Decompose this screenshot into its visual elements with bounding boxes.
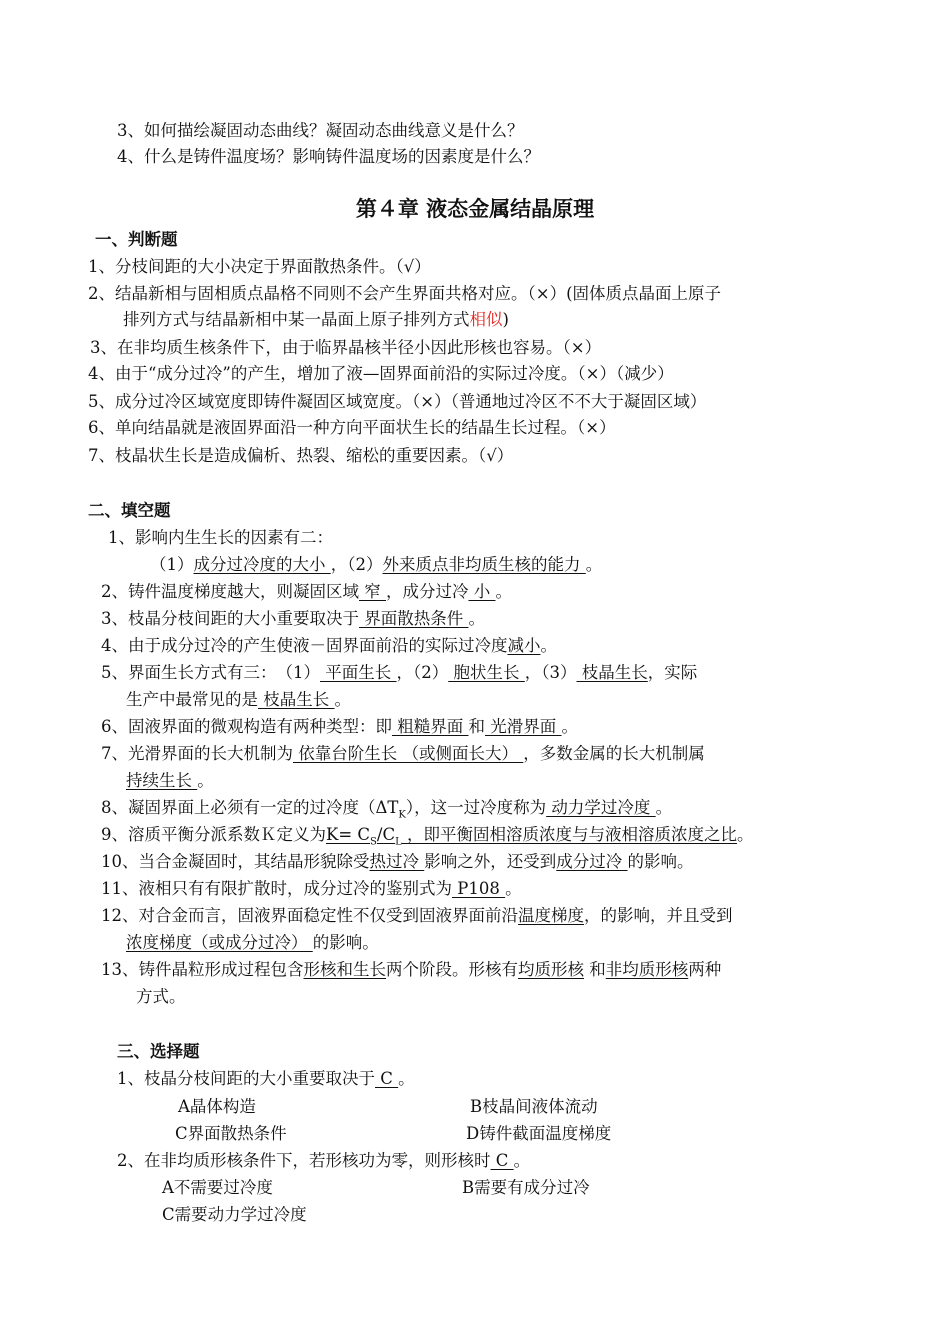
fill-item-9 bbox=[101, 821, 753, 848]
answer-blank bbox=[326, 825, 737, 848]
judgement-item-3: 3、在非均质生核条件下，由于临界晶核半径小因此形核也容易。（×） bbox=[90, 338, 602, 357]
text: 生产中最常见的是 bbox=[126, 690, 258, 709]
judgement-item-1: 1、分枝间距的大小决定于界面散热条件。（√） bbox=[88, 257, 431, 276]
answer-blank: 界面散热条件 bbox=[359, 609, 469, 628]
choice-item-2 bbox=[117, 1147, 530, 1174]
text: 影响之外，还受到 bbox=[424, 852, 557, 871]
answer-blank: 粗糙界面 bbox=[392, 717, 469, 736]
answer-blank: 小 bbox=[468, 582, 496, 601]
section-heading-choice: 三、选择题 bbox=[117, 1042, 200, 1061]
text: 和 bbox=[468, 717, 485, 736]
text: 3、枝晶分枝间距的大小重要取决于 bbox=[101, 609, 359, 628]
answer-blank: 形核和生长 bbox=[303, 960, 386, 979]
text: ，成分过冷 bbox=[386, 582, 469, 601]
choice-1-option-a: A晶体构造 bbox=[178, 1097, 256, 1116]
text: 。 bbox=[585, 555, 603, 574]
judgement-item-2-cont bbox=[123, 306, 509, 333]
text: 8、凝固界面上必须有一定的过冷度（ΔT bbox=[101, 798, 399, 817]
answer-blank: C bbox=[490, 1151, 514, 1170]
choice-item-1 bbox=[117, 1065, 415, 1092]
fill-item-2 bbox=[101, 578, 512, 605]
answer-blank: 温度梯度 bbox=[518, 906, 584, 925]
fill-item-5 bbox=[101, 659, 697, 686]
text: ，实际 bbox=[647, 663, 698, 682]
text: 。 bbox=[513, 1151, 531, 1170]
answer-blank: 胞状生长 bbox=[448, 663, 525, 682]
answer-blank: 外来质点非均质生核的能力 bbox=[382, 555, 586, 574]
judgement-item-2-end: ) bbox=[502, 310, 509, 329]
text: 。 bbox=[398, 1069, 415, 1088]
answer-blank: 成分过冷 bbox=[556, 852, 628, 871]
text: 10、当合金凝固时，其结晶形貌除受 bbox=[101, 852, 370, 871]
chapter-title: 第４章 液态金属结晶原理 bbox=[355, 196, 595, 221]
text: ，（3） bbox=[524, 663, 577, 682]
text: 的影响。 bbox=[627, 852, 694, 871]
fill-item-8 bbox=[101, 794, 672, 821]
text: 。 bbox=[468, 609, 485, 628]
section-heading-judgement: 一、判断题 bbox=[95, 230, 178, 249]
choice-1-option-c: C界面散热条件 bbox=[175, 1124, 287, 1143]
text: 。 bbox=[540, 636, 557, 655]
text: 1、枝晶分枝间距的大小重要取决于 bbox=[117, 1069, 375, 1088]
text: 。 bbox=[495, 582, 512, 601]
answer-blank: 持续生长 bbox=[126, 771, 198, 790]
judgement-item-7: 7、枝晶状生长是造成偏析、热裂、缩松的重要因素。（√） bbox=[88, 446, 514, 465]
fill-item-3 bbox=[101, 605, 485, 632]
answer-blank: 减小 bbox=[507, 636, 541, 655]
fill-item-12-cont bbox=[126, 929, 379, 956]
text: ，即平衡固相溶质浓度与与液相溶质浓度之比 bbox=[401, 825, 737, 844]
judgement-item-6: 6、单向结晶就是液固界面沿一种方向平面状生长的结晶生长过程。（×） bbox=[88, 418, 616, 437]
answer-blank: 热过冷 bbox=[369, 852, 425, 871]
choice-2-option-b: B需要有成分过冷 bbox=[462, 1178, 590, 1197]
judgement-item-2-text: 排列方式与结晶新相中某一晶面上原子排列方式 bbox=[123, 310, 470, 329]
fill-item-13-cont: 方式。 bbox=[136, 987, 186, 1006]
text: 7、光滑界面的长大机制为 bbox=[101, 744, 293, 763]
text: 两种 bbox=[688, 960, 722, 979]
text: 11、液相只有有限扩散时，成分过冷的鉴别式为 bbox=[101, 879, 452, 898]
subscript: S bbox=[370, 836, 377, 848]
choice-2-option-a: A不需要过冷度 bbox=[162, 1178, 273, 1197]
text: ），这一过冷度称为 bbox=[405, 798, 547, 817]
text: /C bbox=[376, 825, 396, 844]
text: 5、界面生长方式有三： （1） bbox=[101, 663, 320, 682]
text: 两个阶段。形核有 bbox=[386, 960, 518, 979]
text: 。 bbox=[561, 717, 578, 736]
answer-blank: 平面生长 bbox=[320, 663, 397, 682]
section-heading-fill: 二、填空题 bbox=[88, 501, 171, 520]
prev-question-4: 4、什么是铸件温度场？影响铸件温度场的因素度是什么？ bbox=[117, 147, 540, 166]
text: 的影响。 bbox=[312, 933, 379, 952]
text: K= C bbox=[326, 825, 371, 844]
text: 2、铸件温度梯度越大，则凝固区域 bbox=[101, 582, 359, 601]
text: 。 bbox=[655, 798, 673, 817]
answer-blank: 成分过冷度的大小 bbox=[193, 555, 331, 574]
answer-blank: 依靠台阶生长 （或侧面长大） bbox=[293, 744, 524, 763]
text: 2、在非均质形核条件下，若形核功为零，则形核时 bbox=[117, 1151, 491, 1170]
text: 12、对合金而言，固液界面稳定性不仅受到固液界面前沿 bbox=[101, 906, 518, 925]
judgement-item-4: 4、由于“成分过冷”的产生，增加了液—固界面前沿的实际过冷度。（×）（减少） bbox=[88, 364, 674, 383]
answer-blank: 非均质形核 bbox=[605, 960, 689, 979]
answer-blank: 枝晶生长 bbox=[576, 663, 648, 682]
fill-item-11 bbox=[101, 875, 522, 902]
text: ，（2） bbox=[330, 555, 383, 574]
fill-item-13 bbox=[101, 956, 721, 983]
answer-blank: 光滑界面 bbox=[485, 717, 562, 736]
fill-item-6 bbox=[101, 713, 578, 740]
choice-1-option-b: B枝晶间液体流动 bbox=[470, 1097, 598, 1116]
answer-blank: 窄 bbox=[359, 582, 386, 601]
fill-item-12 bbox=[101, 902, 733, 929]
answer-blank: 浓度梯度（或成分过冷） bbox=[126, 933, 313, 952]
subscript: L bbox=[395, 836, 402, 848]
answer-blank: C bbox=[375, 1069, 399, 1088]
text: 。 bbox=[197, 771, 214, 790]
judgement-item-5: 5、成分过冷区域宽度即铸件凝固区域宽度。（×）（普通地过冷区不不大于凝固区域） bbox=[88, 392, 707, 411]
answer-blank: 动力学过冷度 bbox=[546, 798, 656, 817]
fill-item-5-cont bbox=[126, 686, 351, 713]
text: 和 bbox=[584, 960, 606, 979]
text: ，的影响，并且受到 bbox=[584, 906, 733, 925]
answer-blank: 均质形核 bbox=[518, 960, 584, 979]
text: 。 bbox=[334, 690, 351, 709]
answer-blank: P108 bbox=[452, 879, 506, 898]
answer-blank: 枝晶生长 bbox=[258, 690, 335, 709]
judgement-item-2: 2、结晶新相与固相质点晶格不同则不会产生界面共格对应。（×）(固体质点晶面上原子 bbox=[88, 284, 722, 303]
text: （1） bbox=[150, 555, 194, 574]
subscript: K bbox=[398, 809, 406, 821]
text: 9、溶质平衡分派系数Ｋ定义为 bbox=[101, 825, 326, 844]
highlight-text: 相似 bbox=[469, 310, 503, 329]
text: ，（2） bbox=[396, 663, 449, 682]
choice-1-option-d: D铸件截面温度梯度 bbox=[466, 1124, 612, 1143]
text: ，多数金属的长大机制属 bbox=[523, 744, 705, 763]
fill-item-1: 1、影响内生生长的因素有二： bbox=[108, 528, 333, 547]
fill-item-7-cont bbox=[126, 767, 214, 794]
fill-item-7 bbox=[101, 740, 705, 767]
prev-question-3: 3、如何描绘凝固动态曲线？凝固动态曲线意义是什么？ bbox=[117, 121, 524, 140]
fill-item-4 bbox=[101, 632, 557, 659]
fill-item-10 bbox=[101, 848, 694, 875]
choice-2-option-c: C需要动力学过冷度 bbox=[162, 1205, 307, 1224]
text: 。 bbox=[505, 879, 522, 898]
text: 4、由于成分过冷的产生使液－固界面前沿的实际过冷度 bbox=[101, 636, 508, 655]
fill-item-1-answers bbox=[150, 551, 602, 578]
text: 。 bbox=[736, 825, 754, 844]
text: 13、铸件晶粒形成过程包含 bbox=[101, 960, 304, 979]
text: 6、固液界面的微观构造有两种类型：即 bbox=[101, 717, 392, 736]
